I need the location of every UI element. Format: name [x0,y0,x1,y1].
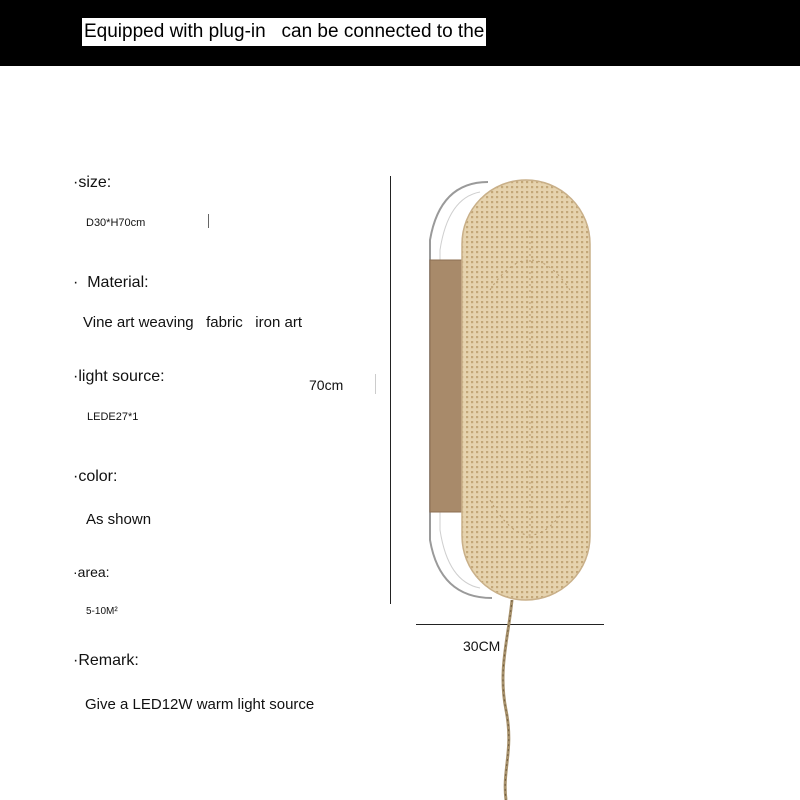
remark-value: Give a LED12W warm light source [85,696,315,713]
width-dimension-label: 30CM [463,638,501,654]
size-value: D30*H70cm [86,217,146,229]
material-value: Vine art weaving fabric iron art [83,314,302,331]
top-banner [0,0,800,66]
height-dimension-line [390,176,391,604]
size-label: ·size: [73,174,112,191]
size-tick-mark [208,214,209,228]
color-value: As shown [86,511,152,528]
rattan-panel [462,180,590,600]
area-label: ·area: [73,564,110,580]
light-source-label: ·light source: [73,368,165,385]
wall-lamp-illustration [410,170,610,800]
area-value: 5-10M² [86,606,118,617]
remark-label: ·Remark: [73,652,139,669]
banner-text: Equipped with plug-in can be connected to the [82,18,486,46]
color-label: ·color: [73,468,118,485]
material-label: · Material: [73,274,149,291]
height-dimension-label: 70cm [309,377,344,393]
height-label-mark [375,374,376,394]
light-source-value: LEDE27*1 [87,411,139,423]
